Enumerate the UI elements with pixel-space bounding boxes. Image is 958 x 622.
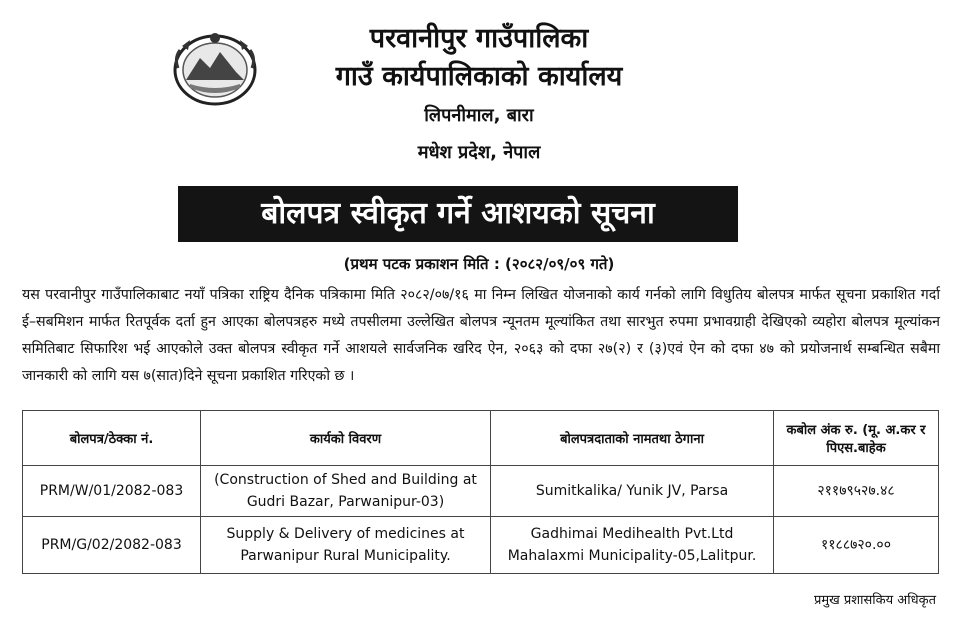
bid-table (22, 410, 939, 574)
cell-work-description: Supply & Delivery of medicines at Parwanipur Rural Municipality. (201, 517, 491, 574)
cell-bid-amount: ११८८७२०.०० (774, 517, 939, 574)
cell-bid-amount: २११७९५२७.४८ (774, 466, 939, 517)
header-work-description: कार्यको विवरण (201, 411, 491, 466)
office-location: लिपनीमाल, बारा (424, 105, 534, 126)
header-bidder-name: बोलपत्रदाताको नामतथा ठेगाना (491, 411, 774, 466)
cell-contract-no: PRM/W/01/2082-083 (23, 466, 201, 517)
province-country: मधेश प्रदेश, नेपाल (417, 142, 541, 163)
notice-title: बोलपत्र स्वीकृत गर्ने आशयको सूचना (261, 196, 655, 231)
table-row (23, 466, 939, 517)
cell-bidder-name: Gadhimai Medihealth Pvt.Ltd Mahalaxmi Municipality-05,Lalitpur. (491, 517, 774, 574)
table-header-row (23, 411, 939, 466)
cell-work-description: (Construction of Shed and Building at Gudri Bazar, Parwanipur-03) (201, 466, 491, 517)
signoff-title: प्रमुख प्रशासकिय अधिकृत (813, 593, 936, 608)
notice-title-banner (178, 186, 738, 242)
header-bid-amount: कबोल अंक रु. (मू. अ.कर र पिएस.बाहेक (774, 411, 939, 466)
publication-date: (प्रथम पटक प्रकाशन मिति : (२०८२/०९/०९ गते) (343, 255, 615, 273)
cell-bidder-name: Sumitkalika/ Yunik JV, Parsa (491, 466, 774, 517)
table-row (23, 517, 939, 574)
municipality-name: परवानीपुर गाउँपालिका (369, 23, 589, 54)
cell-contract-no: PRM/G/02/2082-083 (23, 517, 201, 574)
header-contract-no: बोलपत्र/ठेक्का नं. (23, 411, 201, 466)
office-name: गाउँ कार्यपालिकाको कार्यालय (335, 61, 623, 92)
notice-paragraph: यस परवानीपुर गाउँपालिकाबाट नयाँ पत्रिका राष्ट्रिय दैनिक पत्रिकामा मिति २०८२/०७/१६ मा निम्न लिखित योजनाको कार्य गर्नको लागि विधुतिय बोलपत्र मार्फत सूचना प्रकाशित गर्दा ई–सबमिशन मार्फत रितपूर्वक दर्ता हुन आएका बोलपत्रहरु मध्ये तपसीलमा उल्लेखित बोलपत्र न्यूनतम मूल्यांकित तथा सारभुत रुपमा प्रभावग्राही देखिएको व्यहोरा बोलपत्र मूल्यांकन समितिबाट सिफारिश भई आएकोले उक्त बोलपत्र स्वीकृत गर्ने आशयले सार्वजनिक खरिद ऐन, २०६३ को दफा २७(२) र (३)एवं ऐन को दफा ४७ को प्रयोजनार्थ सम्बन्धित सबैमा जानकारी को लागि यस ७(सात)दिने सूचना प्रकाशित गरिएको छ । (22, 287, 940, 384)
